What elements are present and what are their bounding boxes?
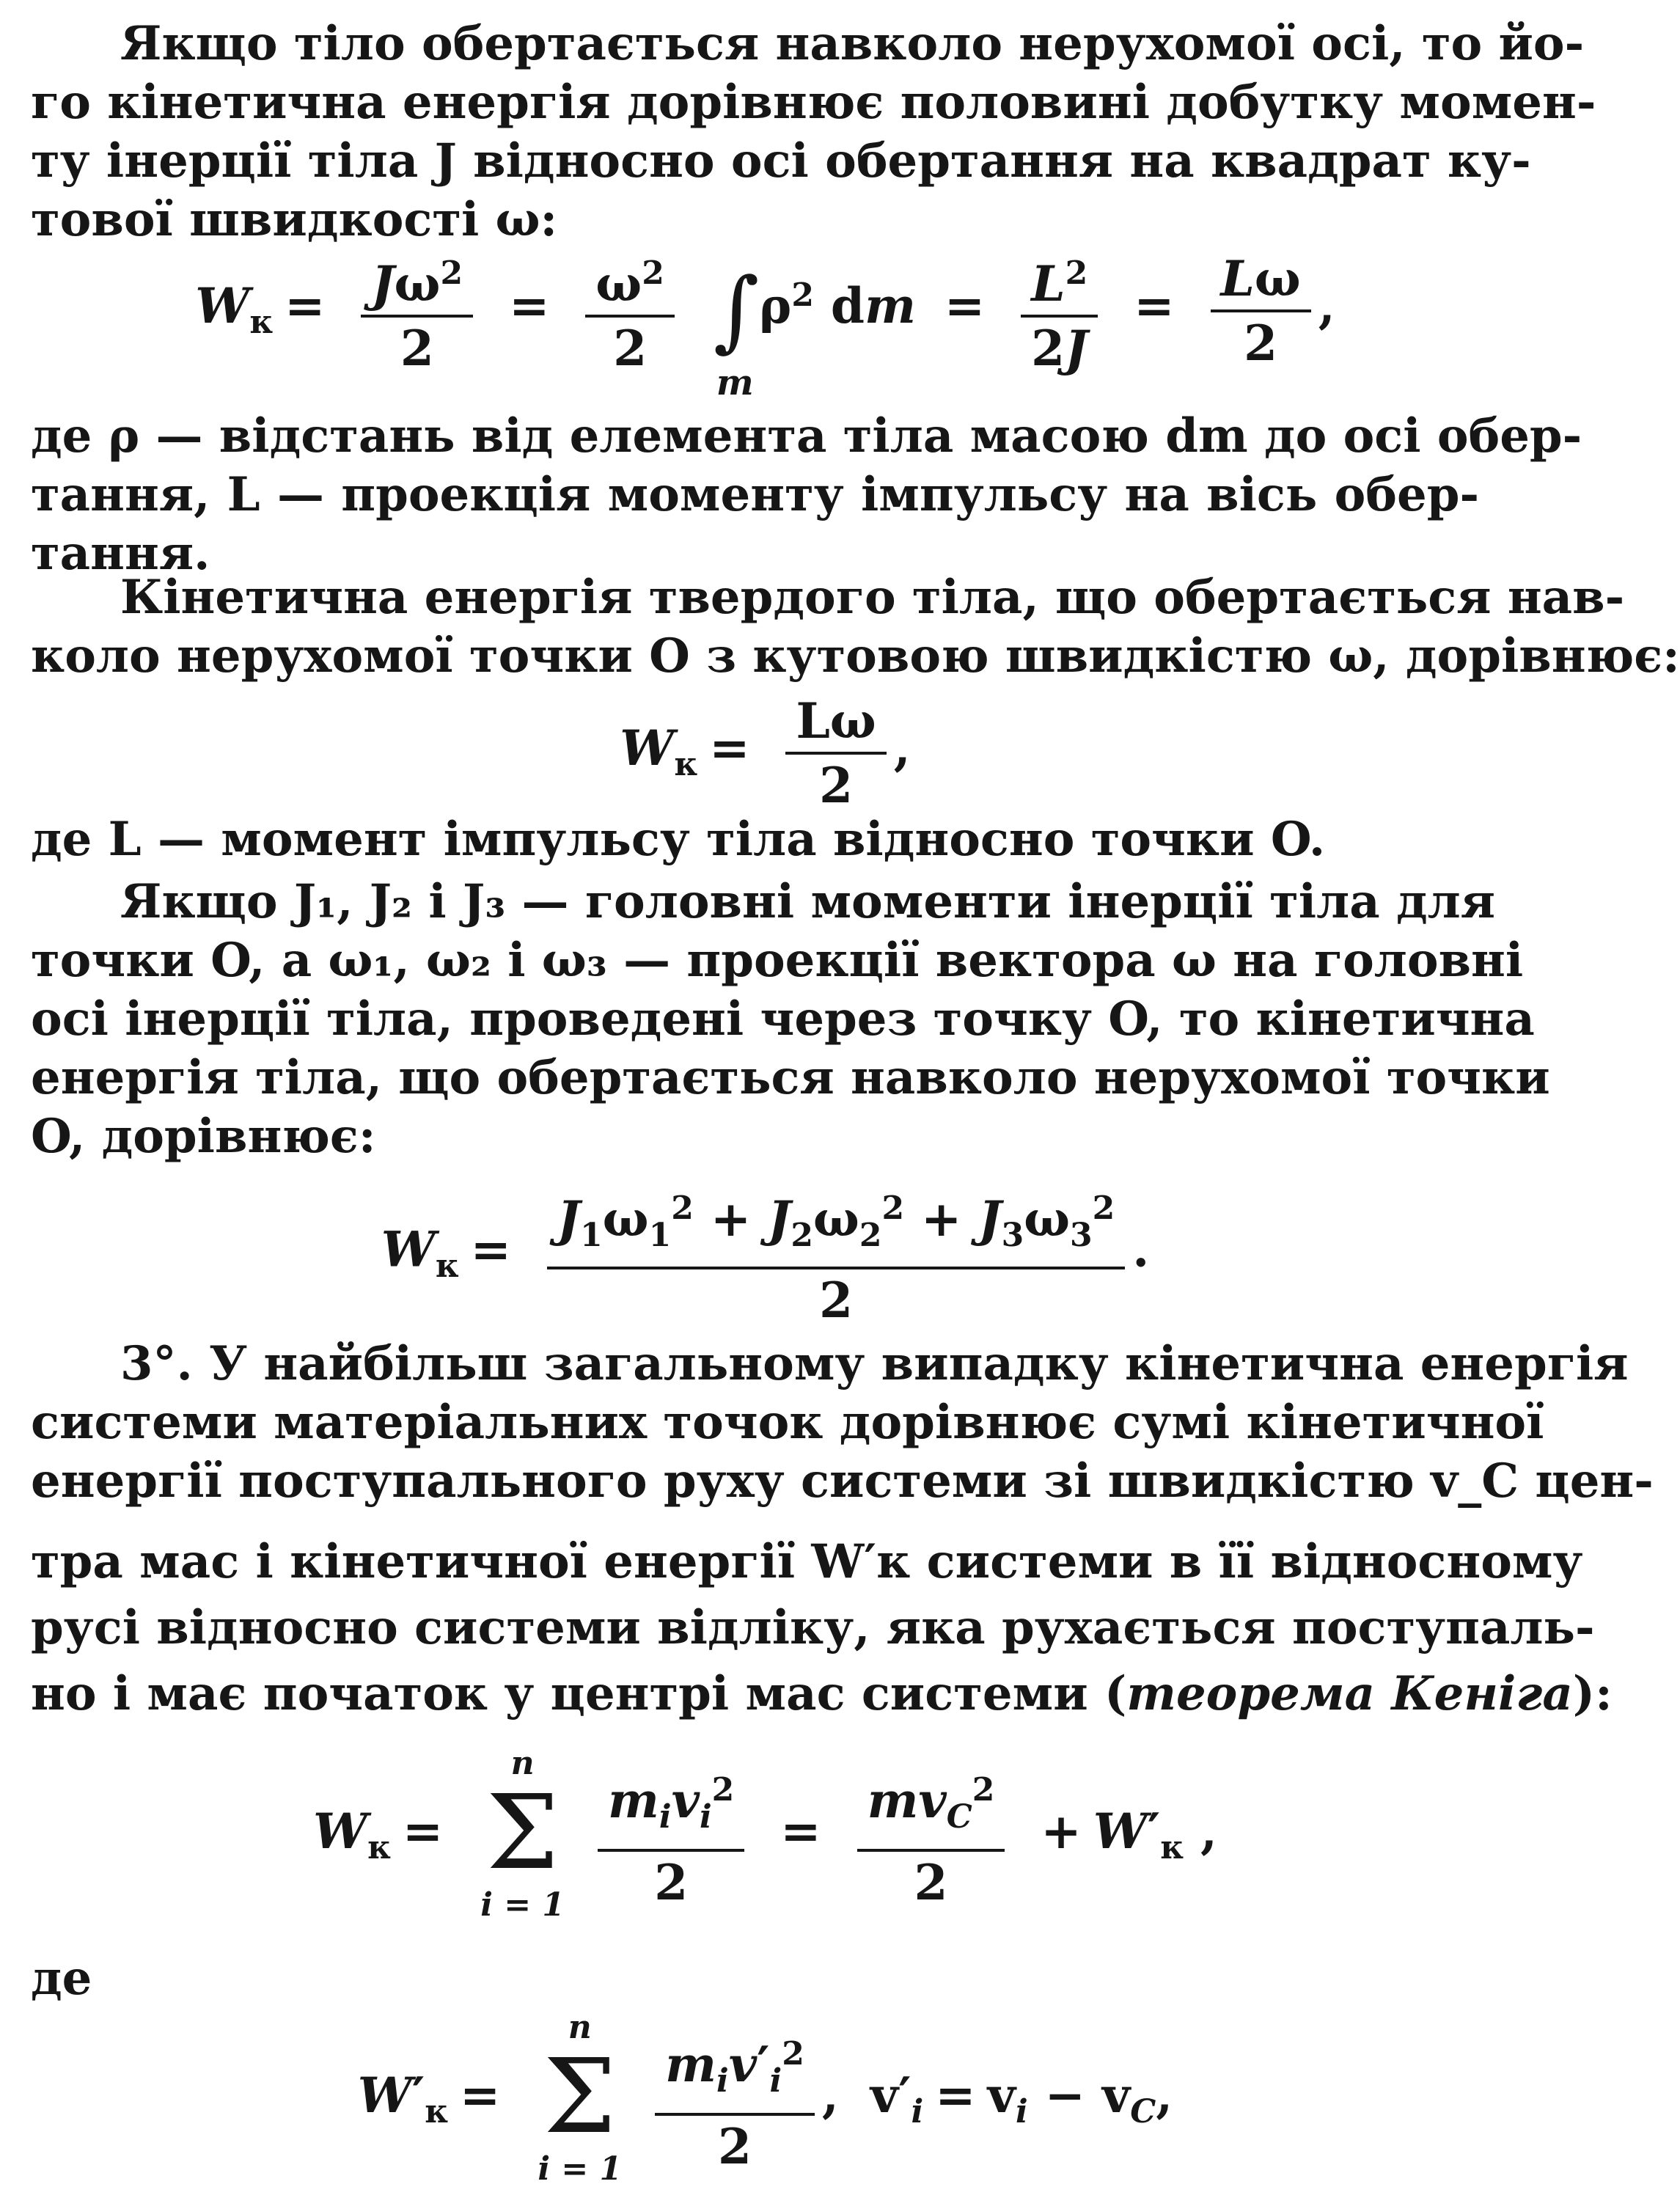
text-line: тової швидкості ω: (31, 192, 558, 247)
word-de: де (31, 1951, 92, 2006)
text-line: русі відносно системи відліку, яка рухається поступаль- (31, 1600, 1595, 1655)
formula-relative-kinetic-energy: $W'_к$ = n Σ i = 1 $\frac{m_iv'_i^2}{2}$ , $v'_i = v_i - v_C$, (357, 2009, 1173, 2188)
paragraph-2 (31, 407, 1582, 583)
text-line: системи матеріальних точок дорівнює сумі кінетичної (31, 1395, 1544, 1450)
text-line: Якщо J₁, J₂ і J₃ — головні моменти інерції тіла для (120, 874, 1495, 929)
theorem-name: теорема Кеніга (1126, 1666, 1573, 1721)
text-line: коло нерухомої точки O з кутовою швидкістю ω, дорівнює: (31, 629, 1680, 684)
text-line: Якщо тіло обертається навколо нерухомої осі, то йо- (120, 16, 1585, 71)
paragraph-3 (31, 568, 1680, 686)
formula-koenig-theorem: $W_к$ = n Σ i = 1 $\frac{m_iv_i^2}{2}$ = $\frac{mv_C^2}{2}$ + $W'_к$ , (313, 1745, 1217, 1924)
text-line (31, 1661, 1613, 1727)
text-line: тання. (31, 526, 210, 581)
text-line: осі інерції тіла, проведені через точку O, то кінетична (31, 992, 1535, 1047)
paragraph-4 (31, 810, 1479, 869)
text-line: енергія тіла, що обертається навколо нерухомої точки (31, 1050, 1550, 1105)
formula-kinetic-energy-fixed-point: $W_к$ = $\frac{L\omega}{2}$ , (620, 692, 911, 814)
text-line: ту інерції тіла J відносно осі обертання на квадрат ку- (31, 133, 1531, 188)
text-line: енергії поступального руху системи зі швидкістю v_C цен- (31, 1454, 1654, 1509)
text-line: O, дорівнює: (31, 1109, 376, 1164)
paragraph-7 (31, 1529, 1613, 1727)
formula-kinetic-energy-fixed-axis: $W_к$ = $\frac{J\omega^2}{2}$ = $\frac{\omega^2}{2}$ ∫ m $\rho^2$ dm = $\frac{L^2}{2J}$ = $\frac{L\omega}{2}$ , (0, 246, 1530, 375)
paragraph-1 (31, 15, 1596, 249)
text-segment: но і має початок у центрі мас системи ( (31, 1666, 1127, 1721)
text-line: де ρ — відстань від елемента тіла масою dm до осі обер- (31, 408, 1582, 463)
text-line: Кінетична енергія твердого тіла, що обертається нав- (120, 570, 1625, 625)
paragraph-6 (31, 1335, 1654, 1511)
text-line: де L — момент імпульсу тіла відносно точки O. (31, 812, 1326, 867)
paragraph-5 (31, 873, 1550, 1166)
text-line: 3°. У найбільш загальному випадку кінетична енергія (120, 1336, 1629, 1391)
text-line: тання, L — проекція моменту імпульсу на вісь обер- (31, 467, 1479, 522)
text-line: го кінетична енергія дорівнює половині добутку момен- (31, 75, 1596, 130)
formula-kinetic-energy-principal-axes: $W_к$ = $\frac{J_1\omega_1^2 + J_2\omega_2^2 + J_3\omega_3^2}{2}$ . (0, 1181, 1530, 1327)
text-line: точки O, а ω₁, ω₂ і ω₃ — проекції вектора ω на головні (31, 933, 1524, 988)
text-line: тра мас і кінетичної енергії W′к системи в її відносному (31, 1534, 1583, 1589)
text-segment: ): (1572, 1666, 1613, 1721)
